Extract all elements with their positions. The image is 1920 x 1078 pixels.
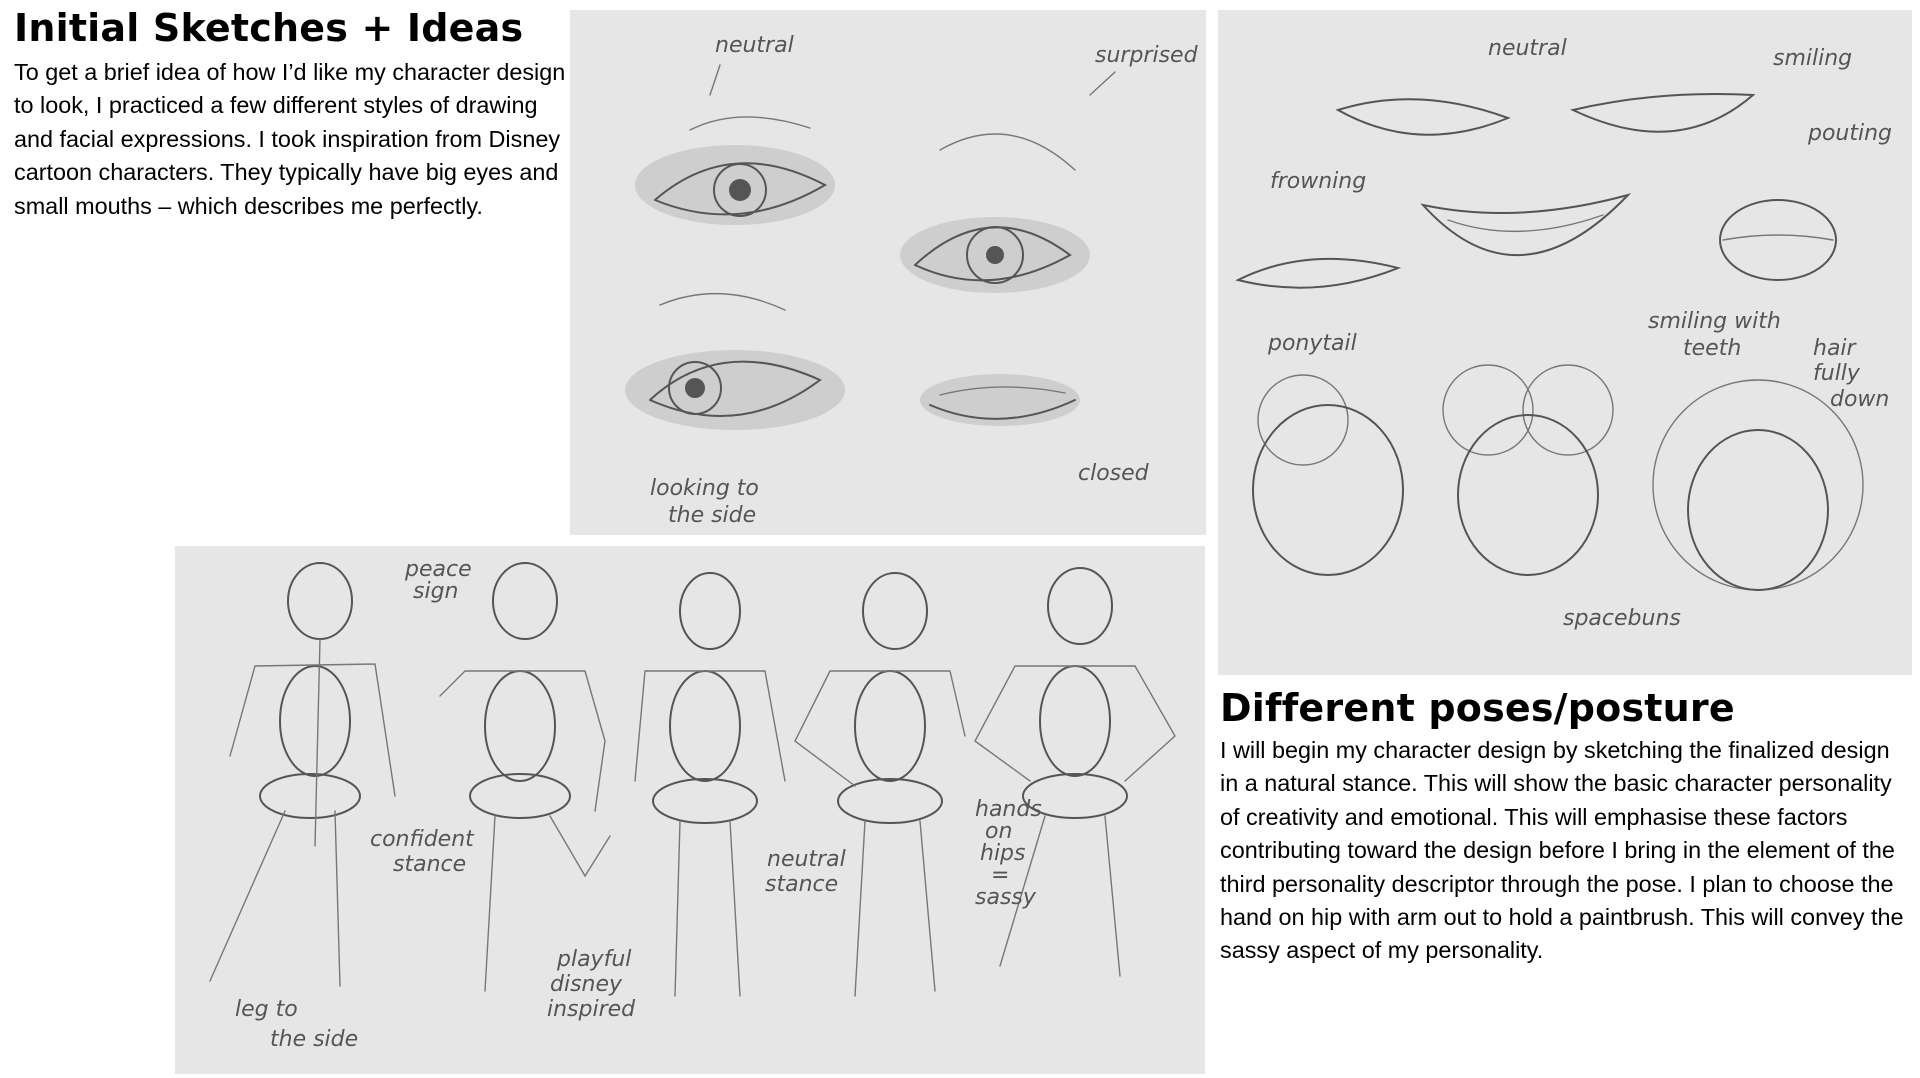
label-playful-2: disney: [550, 972, 623, 997]
poses-paragraph: I will begin my character design by sketching the finalized design in a natural stance. This will show the basic character personality of creativity and emotional. This will emphasise these factors contributing toward the design before I bring in the element of the third personality descriptor through the pose. I plan to choose the hand on hip with arm out to hold a paintbrush. This will convey the sassy aspect of my personality.: [1220, 737, 1904, 964]
label-looking-side-1: looking to: [650, 476, 759, 501]
label-playful-1: playful: [557, 947, 632, 972]
label-smiling-teeth-1: smiling with: [1648, 309, 1781, 334]
mouth-smiling-teeth: [1423, 195, 1628, 255]
label-hair-down-1: hair: [1813, 336, 1856, 361]
eye-surprised: [900, 134, 1090, 293]
label-surprised-eye: surprised: [1095, 43, 1198, 68]
hair-ponytail-head: [1253, 375, 1403, 575]
label-smiling-mouth: smiling: [1773, 46, 1853, 71]
label-hands-5: sassy: [975, 885, 1036, 910]
label-neutral-1: neutral: [767, 847, 846, 872]
poses-heading: Different poses/posture: [1220, 686, 1735, 730]
label-looking-side-2: the side: [668, 503, 757, 528]
label-leg-1: leg to: [235, 997, 298, 1022]
stick-figure-leg-side: [210, 563, 395, 986]
stick-figure-sassy: [975, 568, 1175, 976]
label-hair-down-3: down: [1830, 387, 1890, 412]
eye-closed: [920, 374, 1080, 426]
label-hands-2: on: [985, 819, 1013, 844]
label-closed-eye: closed: [1078, 461, 1149, 486]
label-hands-4: =: [991, 863, 1010, 888]
intro-paragraph: To get a brief idea of how I’d like my character design to look, I practiced a few different styles of drawing and facial expressions. I took inspiration from Disney cartoon characters. They typically have big eyes and small mouths – which describes me perfectly.: [14, 59, 566, 219]
eyes-sketch-image: [570, 10, 1206, 535]
eye-neutral: [635, 117, 835, 225]
mouth-frowning: [1238, 259, 1398, 288]
label-pouting-mouth: pouting: [1808, 121, 1893, 146]
stick-figure-hands-hips: [795, 573, 965, 996]
stick-figure-peace-sign: [440, 563, 610, 991]
label-spacebuns: spacebuns: [1563, 606, 1681, 631]
label-playful-3: inspired: [547, 997, 636, 1022]
mouth-pouting: [1720, 200, 1836, 280]
poses-sketch-image: [175, 546, 1205, 1074]
mouth-neutral: [1338, 99, 1508, 134]
label-confident-2: stance: [393, 852, 467, 877]
stick-figure-neutral-stance: [635, 573, 785, 996]
label-smiling-teeth-2: teeth: [1683, 336, 1742, 361]
label-frowning-mouth: frowning: [1270, 169, 1367, 194]
label-ponytail: ponytail: [1268, 331, 1357, 356]
label-peace-1: peace: [405, 557, 472, 582]
label-confident-1: confident: [370, 827, 474, 852]
mouths-hair-sketch-image: [1218, 10, 1912, 675]
intro-heading: Initial Sketches + Ideas: [14, 6, 524, 50]
label-hands-3: hips: [980, 841, 1026, 866]
label-hands-1: hands: [975, 797, 1042, 822]
label-hair-down-2: fully: [1813, 361, 1860, 386]
label-leg-2: the side: [270, 1027, 359, 1052]
mouth-smiling: [1573, 94, 1753, 132]
label-neutral-mouth: neutral: [1488, 36, 1567, 61]
label-neutral-2: stance: [765, 872, 839, 897]
eye-looking-side: [625, 294, 845, 430]
label-neutral-eye: neutral: [715, 33, 794, 58]
hair-spacebuns-head: [1443, 365, 1613, 575]
label-peace-2: sign: [413, 579, 459, 604]
